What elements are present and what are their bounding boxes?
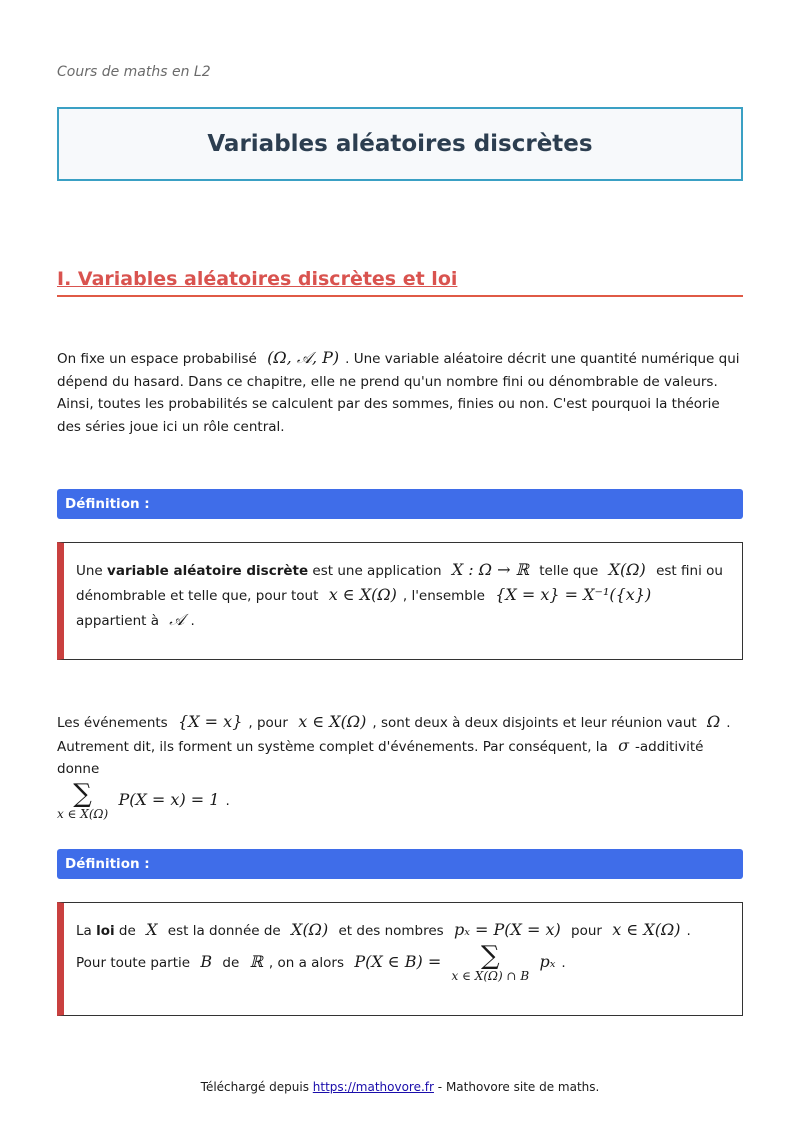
text: est fini ou dénombrable et telle que, pour tout [76,563,723,604]
math-application: X : Ω → ℝ [451,560,529,579]
math-element: x ∈ X(Ω) [328,585,397,604]
text: et des nombres [338,923,444,939]
math-preimage: {X = x} = X⁻¹({x}) [495,585,652,604]
text: , l'ensemble [402,588,485,604]
text: pour [571,923,602,939]
events-paragraph [57,711,745,821]
bold-term: variable aléatoire discrète [107,563,309,579]
definition-header-2: Définition : [57,849,743,879]
math-image: X(Ω) [291,920,329,939]
math-prob-b: P(X ∈ B) = [354,952,442,971]
text: Une [76,563,103,579]
sum-formula [452,943,530,983]
text: . [561,955,566,971]
math-b: B [200,952,213,971]
definition-box-2 [57,902,743,1016]
sum-index: x ∈ X(Ω) ∩ B [451,969,530,983]
sum-index: x ∈ X(Ω) [57,806,109,821]
text: telle que [539,563,599,579]
text: est une application [312,563,442,579]
sum-symbol: ∑ [73,778,92,809]
text: . [225,792,230,809]
text: La [76,923,92,939]
text: appartient à [76,613,159,629]
text: . Autrement dit, ils forment un système complet d'événements. Par conséquent, la [57,715,731,755]
math-element: x ∈ X(Ω) [612,920,681,939]
math-element: x ∈ X(Ω) [298,712,367,731]
text: de [118,923,136,939]
footer-suffix: - Mathovore site de maths. [437,1080,600,1094]
footer-link[interactable]: https://mathovore.fr [312,1080,434,1094]
definition-header-1: Définition : [57,489,743,519]
text: de [222,955,240,971]
intro-paragraph [57,347,745,438]
text: , pour [248,715,288,731]
text: On fixe un espace probabilisé [57,351,257,367]
title-box [57,107,743,181]
definition-box-1 [57,542,743,660]
text: . [190,613,195,629]
section-heading-1 [57,268,743,297]
math-sigma: σ [618,735,630,755]
text: . Une variable aléatoire décrit une quantité numérique qui dépend du hasard. Dans ce chapitre, elle ne prend qu'un nombre fini ou dénombrable de valeurs. Ainsi, toutes les probabilités se calculent par des sommes, finies ou non. C'est pourquoi la théorie des séries joue ici un rôle central. [57,351,740,435]
text: , on a alors [268,955,345,971]
math-event: {X = x} [178,712,243,731]
section-title: I. Variables aléatoires discrètes et loi [57,268,458,290]
footer-prefix: Téléchargé depuis [200,1080,309,1094]
math-image: X(Ω) [608,560,646,579]
math-x: X [146,920,158,939]
text: -additivité donne [57,738,704,777]
page-title: Variables aléatoires discrètes [207,131,593,157]
text: est la donnée de [167,923,281,939]
text: . [686,923,691,939]
math-sum-expression: P(X = x) = 1 [118,789,220,809]
math-px-term: pₓ [539,952,556,971]
bold-term: loi [96,923,115,939]
footer [0,1080,800,1094]
text: Les événements [57,715,168,731]
sum-symbol: ∑ [481,941,500,971]
math-omega: Ω [706,712,721,731]
math-reals: ℝ [249,952,263,971]
math-probability-space: (Ω, 𝒜, P) [267,348,340,367]
text: Pour toute partie [76,955,191,971]
math-px: pₓ = P(X = x) [454,920,561,939]
course-label: Cours de maths en L2 [57,64,211,80]
text: , sont deux à deux disjoints et leur réunion vaut [372,715,697,731]
math-sigma-algebra: 𝒜 [169,610,185,629]
sum-formula [57,778,109,821]
